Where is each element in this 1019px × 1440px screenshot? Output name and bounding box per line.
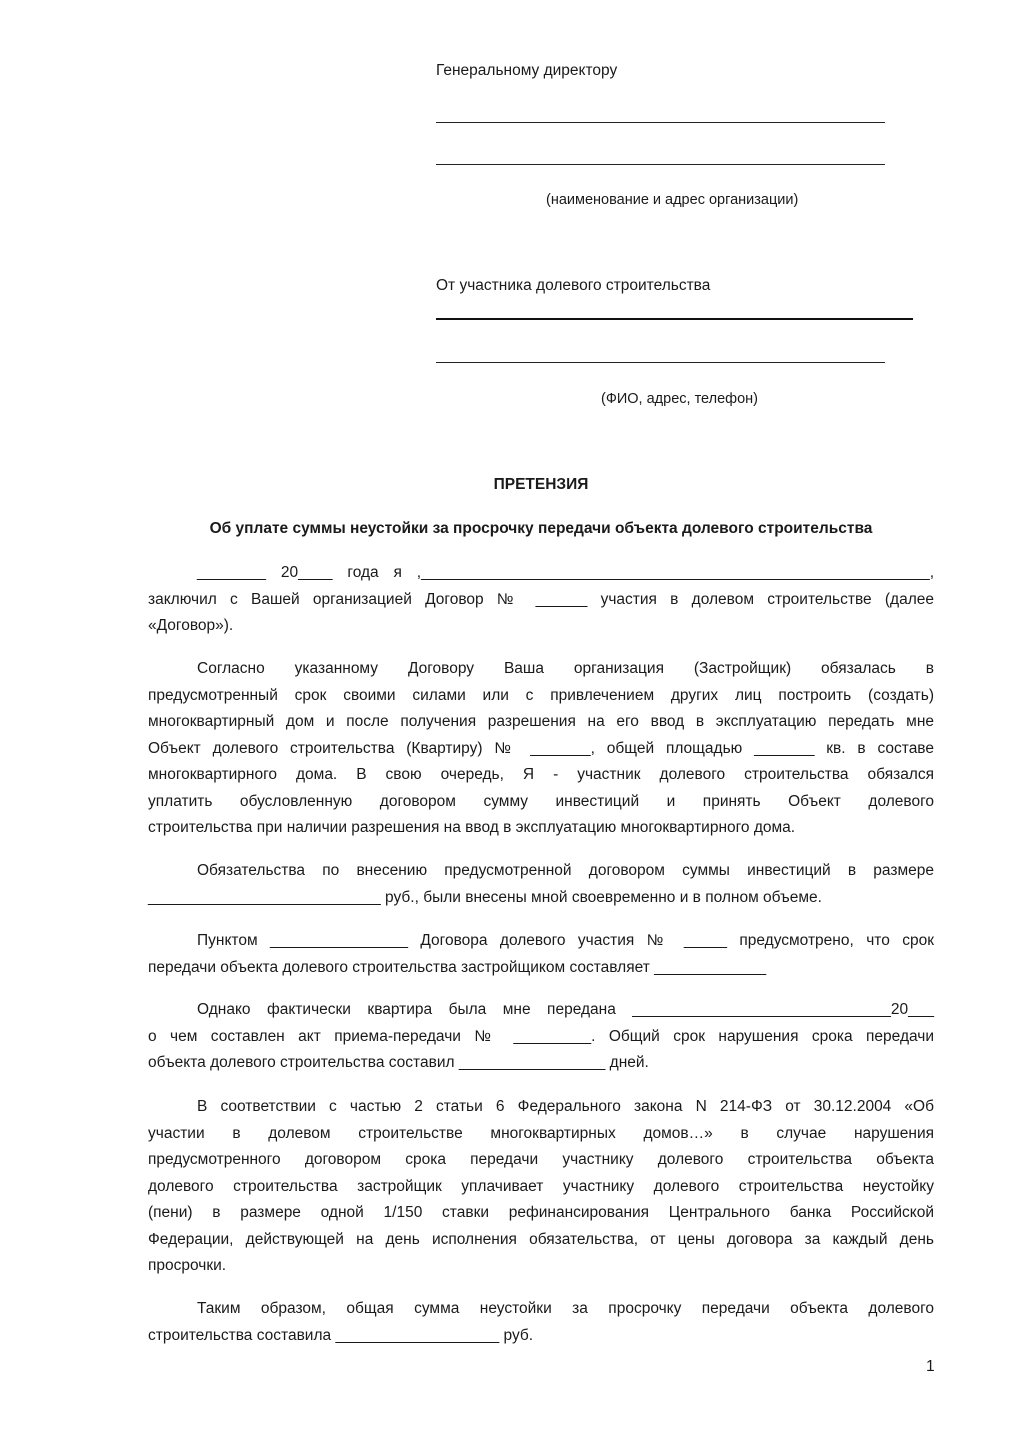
text-line: В соответствии с частью 2 статьи 6 Федерального закона N 214-ФЗ от 30.12.2004 «Об	[197, 1098, 934, 1115]
org-name-line-1	[436, 122, 885, 123]
addressee-label: Генеральному директору	[436, 62, 618, 79]
text-line: Однако фактически квартира была мне передана ______________________________20___	[197, 1001, 934, 1018]
text-line: строительства составила ___________________ руб.	[148, 1326, 534, 1344]
text-line: уплатить обусловленную договором сумму инвестиций и принять Объект долевого	[148, 792, 934, 810]
text-line: долевого строительства застройщик уплачивает участнику долевого строительства неустойку	[148, 1177, 934, 1195]
text-line: Обязательства по внесению предусмотренной договором суммы инвестиций в размере	[197, 862, 934, 879]
text-line: строительства при наличии разрешения на ввод в эксплуатацию многоквартирного дома.	[148, 819, 796, 836]
text-line: Пунктом ________________ Договора долевого участия № _____ предусмотрено, что срок	[197, 932, 934, 949]
text-line: Объект долевого строительства (Квартиру) № _______, общей площадью _______ кв. в составе	[148, 739, 934, 757]
text-line: заключил с Вашей организацией Договор № ______ участия в долевом строительстве (далее	[148, 590, 934, 608]
paragraph-contract	[148, 560, 934, 640]
text-line: Федерации, действующей на день исполнения обязательства, от цены договора за каждый день	[148, 1230, 934, 1248]
paragraph-actual-transfer	[148, 997, 934, 1077]
text-line: ___________________________ руб., были внесены мной своевременно и в полном объеме.	[148, 888, 822, 906]
text-line: многоквартирный дом и после получения разрешения на его ввод в эксплуатацию передать мне	[148, 713, 934, 730]
text-line: Согласно указанному Договору Ваша организация (Застройщик) обязалась в	[197, 660, 934, 677]
sender-line-1	[436, 318, 913, 320]
org-name-line-2	[436, 164, 885, 165]
text-line: многоквартирного дома. В свою очередь, Я - участник долевого строительства обязался	[148, 766, 934, 783]
paragraph-deadline	[148, 928, 934, 981]
from-label: От участника долевого строительства	[436, 277, 711, 294]
paragraph-obligations	[148, 656, 934, 842]
text-line: просрочки.	[148, 1257, 227, 1274]
paragraph-total	[148, 1296, 934, 1349]
paragraph-payment	[148, 858, 934, 911]
sender-line-2	[436, 362, 885, 363]
text-line: Таким образом, общая сумма неустойки за просрочку передачи объекта долевого	[197, 1300, 934, 1317]
text-line: участии в долевом строительстве многоквартирных домов…» в случае нарушения	[148, 1124, 934, 1142]
text-line: о чем составлен акт приема-передачи № _________. Общий срок нарушения срока передачи	[148, 1027, 934, 1045]
org-caption: (наименование и адрес организации)	[546, 192, 799, 208]
text-line: (пени) в размере одной 1/150 ставки рефинансирования Центрального банка Российской	[148, 1204, 934, 1221]
text-line: «Договор»).	[148, 617, 234, 634]
text-line: ________ 20____ года я ,___________________________________________________________,	[197, 564, 934, 581]
text-line: предусмотренный срок своими силами или с привлечением других лиц построить (создать)	[148, 686, 934, 704]
page-number: 1	[926, 1358, 935, 1375]
sender-caption: (ФИО, адрес, телефон)	[601, 391, 758, 407]
text-line: передачи объекта долевого строительства застройщиком составляет _____________	[148, 958, 767, 976]
document-subtitle: Об уплате суммы неустойки за просрочку передачи объекта долевого строительства	[209, 520, 873, 537]
document-title: ПРЕТЕНЗИЯ	[493, 476, 589, 493]
paragraph-law	[148, 1094, 934, 1280]
text-line: объекта долевого строительства составил _________________ дней.	[148, 1054, 649, 1071]
text-line: предусмотренного договором срока передачи участнику долевого строительства объекта	[148, 1151, 934, 1168]
